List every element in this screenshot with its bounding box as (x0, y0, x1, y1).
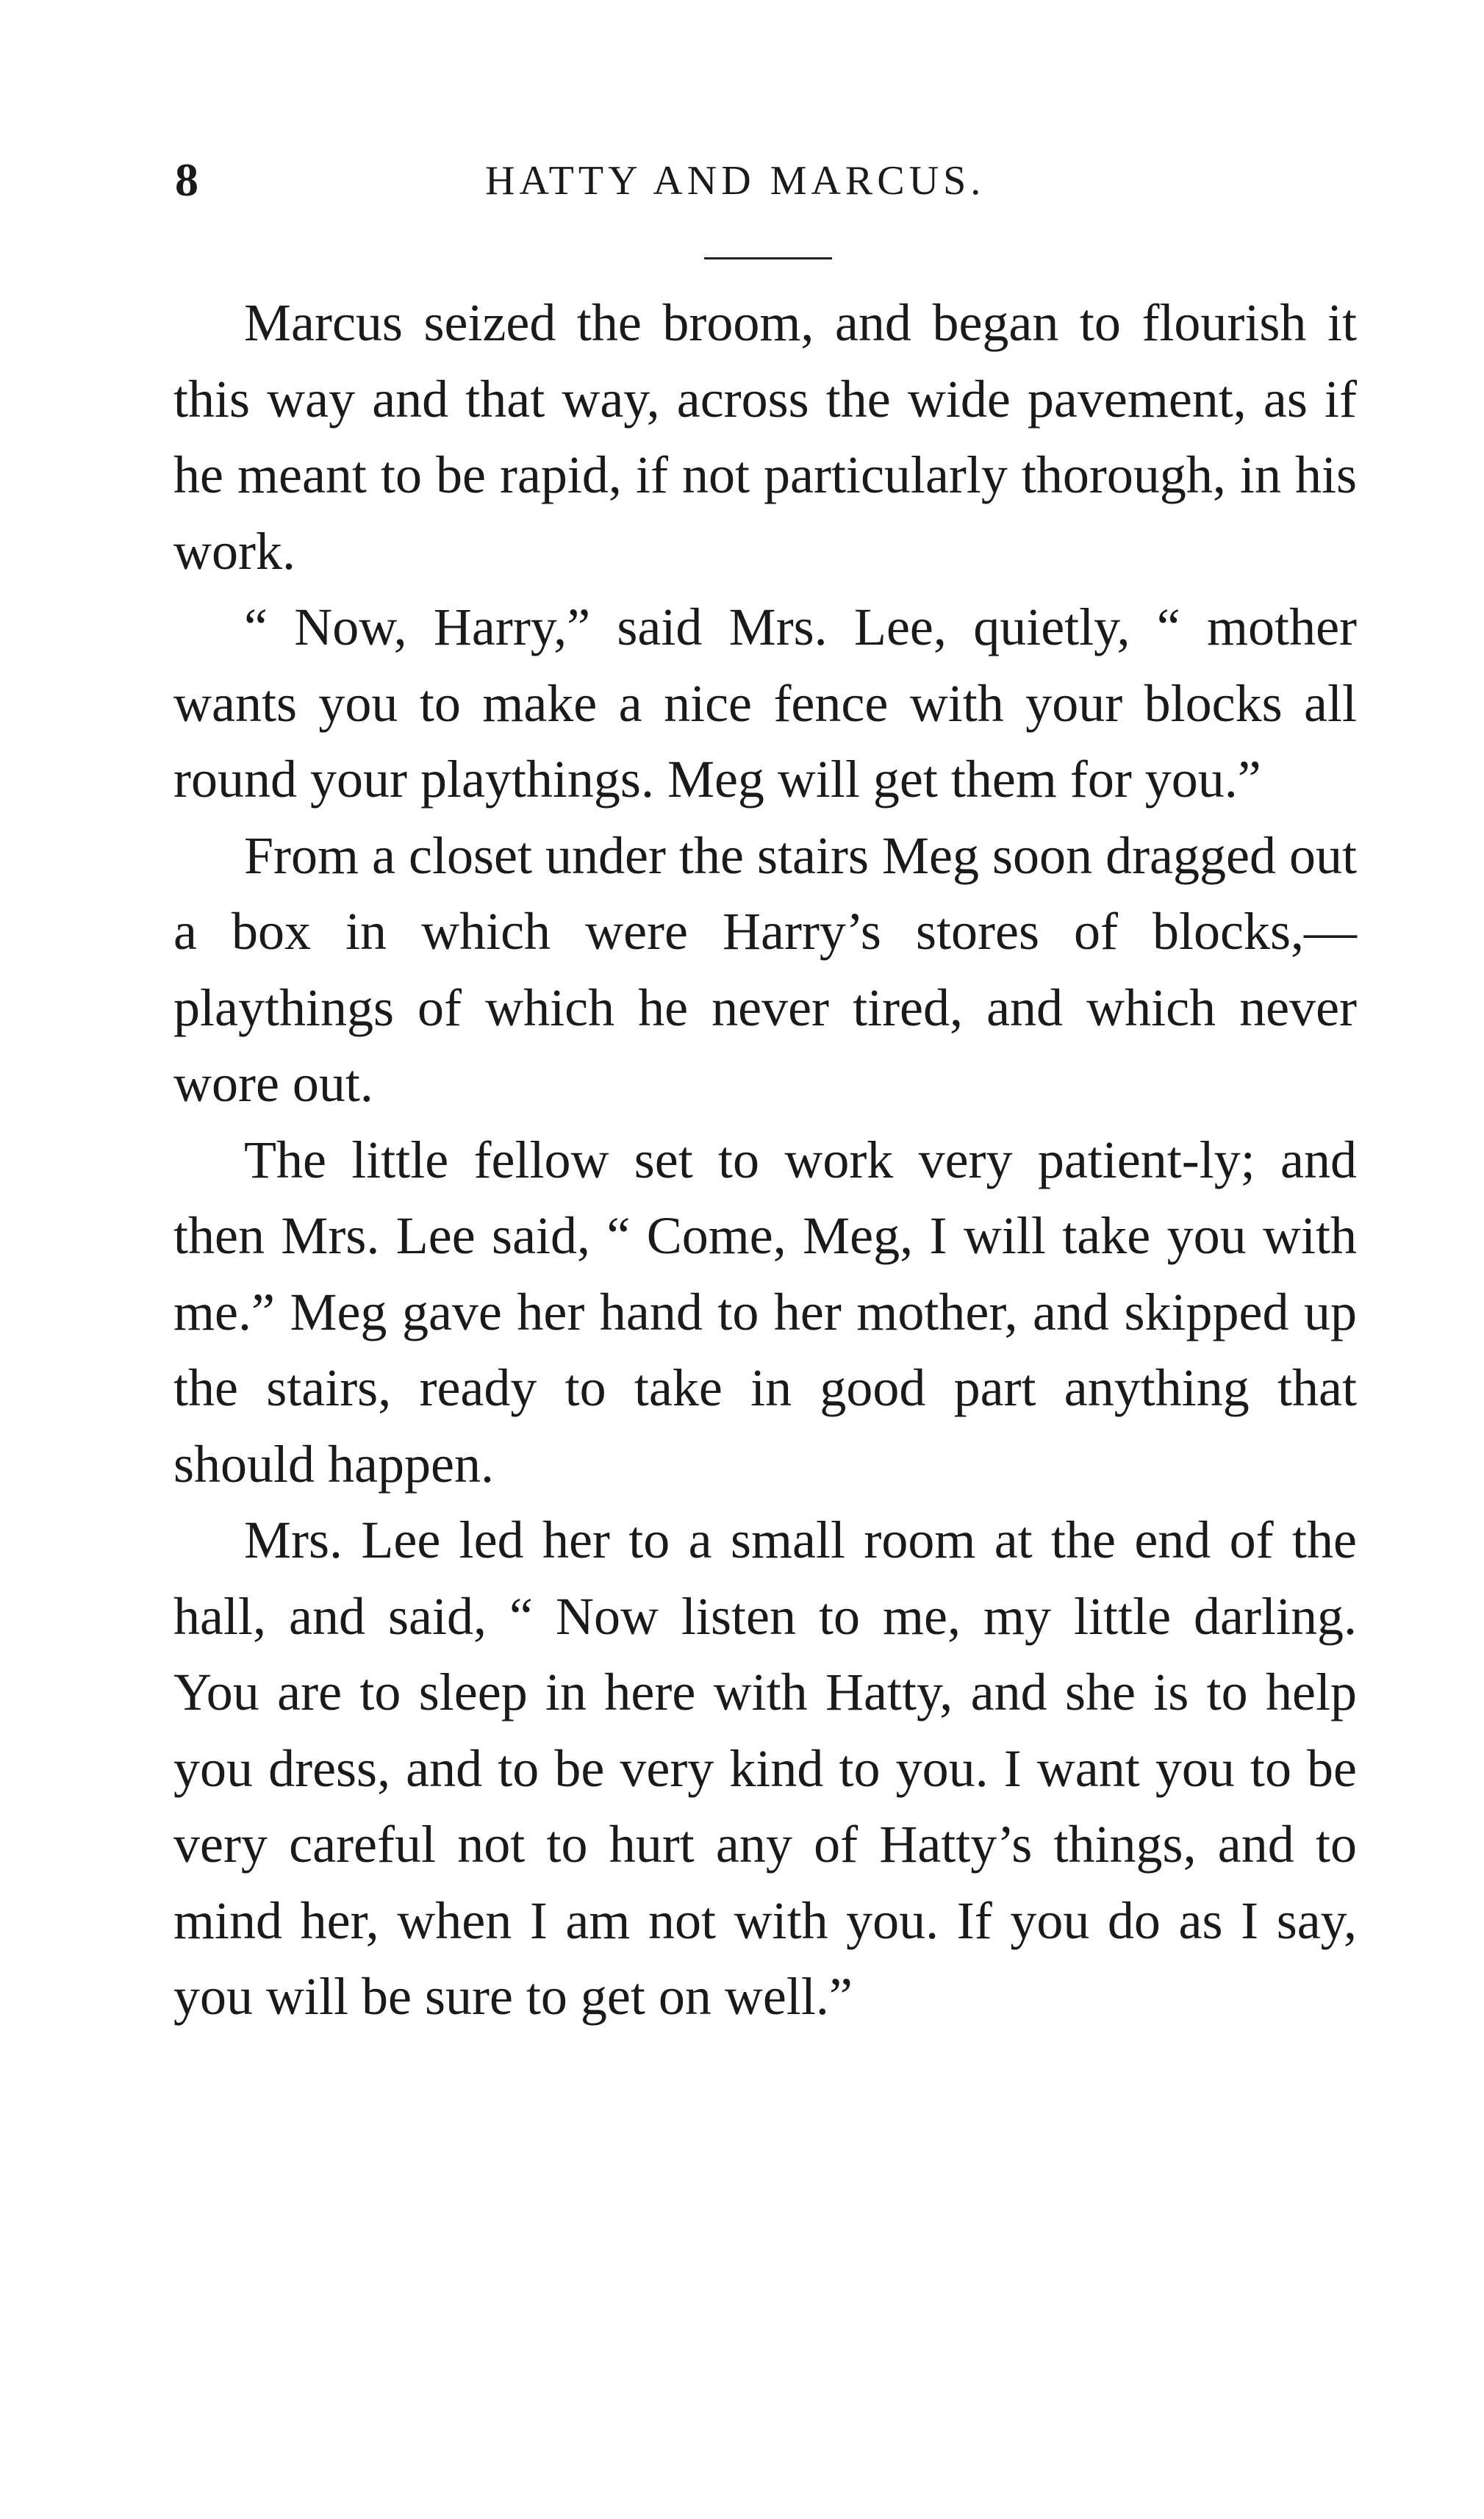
running-title: HATTY AND MARCUS. (485, 158, 986, 204)
header-rule (704, 257, 832, 259)
paragraph: “ Now, Harry,” said Mrs. Lee, quietly, “ mother wants you to make a nice fence with your blocks all round your playthings. Meg will get them for you.” (173, 598, 1357, 809)
running-head (169, 151, 1360, 209)
paragraph: The little fellow set to work very patient-ly; and then Mrs. Lee said, “ Come, Meg, I will take you with me.” Meg gave her hand to her mother, and skipped up the stairs, ready to take in good part anything that should happen. (173, 1130, 1357, 1494)
paragraph: From a closet under the stairs Meg soon dragged out a box in which were Harry’s stores of blocks,—playthings of which he never tired, and which never wore out. (173, 825, 1357, 1113)
body-text (173, 285, 1357, 2035)
paragraph: Mrs. Lee led her to a small room at the end of the hall, and said, “ Now listen to me, my little darling. You are to sleep in here with Hatty, and she is to help you dress, and to be very kind to you. I want you to be very careful not to hurt any of Hatty’s things, and to mind her, when I am not with you. If you do as I say, you will be sure to get on well.” (173, 1511, 1357, 2026)
page-number: 8 (175, 154, 198, 206)
paragraph: Marcus seized the broom, and began to flourish it this way and that way, across the wide pavement, as if he meant to be rapid, if not particularly thorough, in his work. (173, 293, 1357, 581)
